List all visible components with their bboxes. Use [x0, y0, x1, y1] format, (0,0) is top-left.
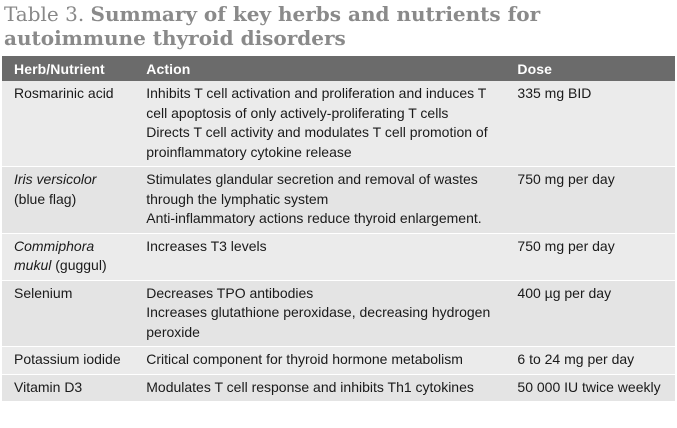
action-cell: [134, 81, 505, 167]
table-row: [2, 374, 675, 402]
herb-common-name: (blue flag): [14, 190, 77, 207]
table-row: [2, 81, 675, 167]
herb-cell: [2, 347, 134, 375]
herb-name: Potassium iodide: [14, 351, 121, 367]
herb-name: Vitamin D3: [14, 378, 83, 395]
herb-latin-name: Commiphora mukul: [14, 237, 95, 273]
action-cell: [134, 280, 505, 347]
herb-cell: [2, 280, 134, 347]
action-text: Stimulates glandular secretion and removal of wastes through the lymphatic system: [146, 171, 478, 207]
action-text: Decreases TPO antibodies: [146, 284, 314, 301]
table-row: [2, 347, 675, 375]
action-text: Inhibits T cell activation and proliferation and induces T cell apoptosis of only actively-proliferating T cells: [146, 85, 487, 121]
table-row: [2, 233, 675, 280]
herb-cell: [2, 374, 134, 402]
table-caption: [4, 2, 672, 50]
action-cell: [134, 167, 505, 234]
dose-cell: 750 mg per day: [505, 167, 675, 234]
table-header-row: [2, 56, 675, 81]
action-text: Increases T3 levels: [146, 237, 267, 254]
herb-name: Rosmarinic acid: [14, 85, 114, 101]
action-cell: [134, 374, 505, 402]
table-number: Table 3.: [4, 2, 85, 26]
table-title: Summary of key herbs and nutrients for autoimmune thyroid disorders: [4, 2, 541, 50]
action-cell: [134, 233, 505, 280]
table-row: [2, 167, 675, 234]
action-text: Directs T cell activity and modulates T cell promotion of proinflammatory cytokine release: [146, 124, 488, 160]
dose-cell: 400 µg per day: [505, 280, 675, 347]
dose-cell: 750 mg per day: [505, 233, 675, 280]
herb-common-name: (guggul): [55, 257, 107, 273]
herbs-nutrients-table: [2, 56, 675, 402]
column-header-herb: Herb/Nutrient: [2, 56, 134, 81]
herb-cell: [2, 167, 134, 234]
herb-cell: [2, 233, 134, 280]
herb-cell: [2, 81, 134, 167]
action-text: Anti-inflammatory actions reduce thyroid enlargement.: [146, 210, 482, 226]
dose-cell: 6 to 24 mg per day: [505, 347, 675, 375]
action-text: Modulates T cell response and inhibits Th1 cytokines: [146, 378, 474, 395]
action-cell: [134, 347, 505, 375]
herb-name: Selenium: [14, 284, 73, 301]
action-text: Critical component for thyroid hormone metabolism: [146, 351, 463, 367]
herb-latin-name: Iris versicolor: [14, 171, 97, 187]
dose-cell: 50 000 IU twice weekly: [505, 374, 675, 402]
column-header-dose: Dose: [505, 56, 675, 81]
action-text: Increases glutathione peroxidase, decreasing hydrogen peroxide: [146, 304, 491, 340]
dose-cell: 335 mg BID: [505, 81, 675, 167]
table-row: [2, 280, 675, 347]
column-header-action: Action: [134, 56, 505, 81]
